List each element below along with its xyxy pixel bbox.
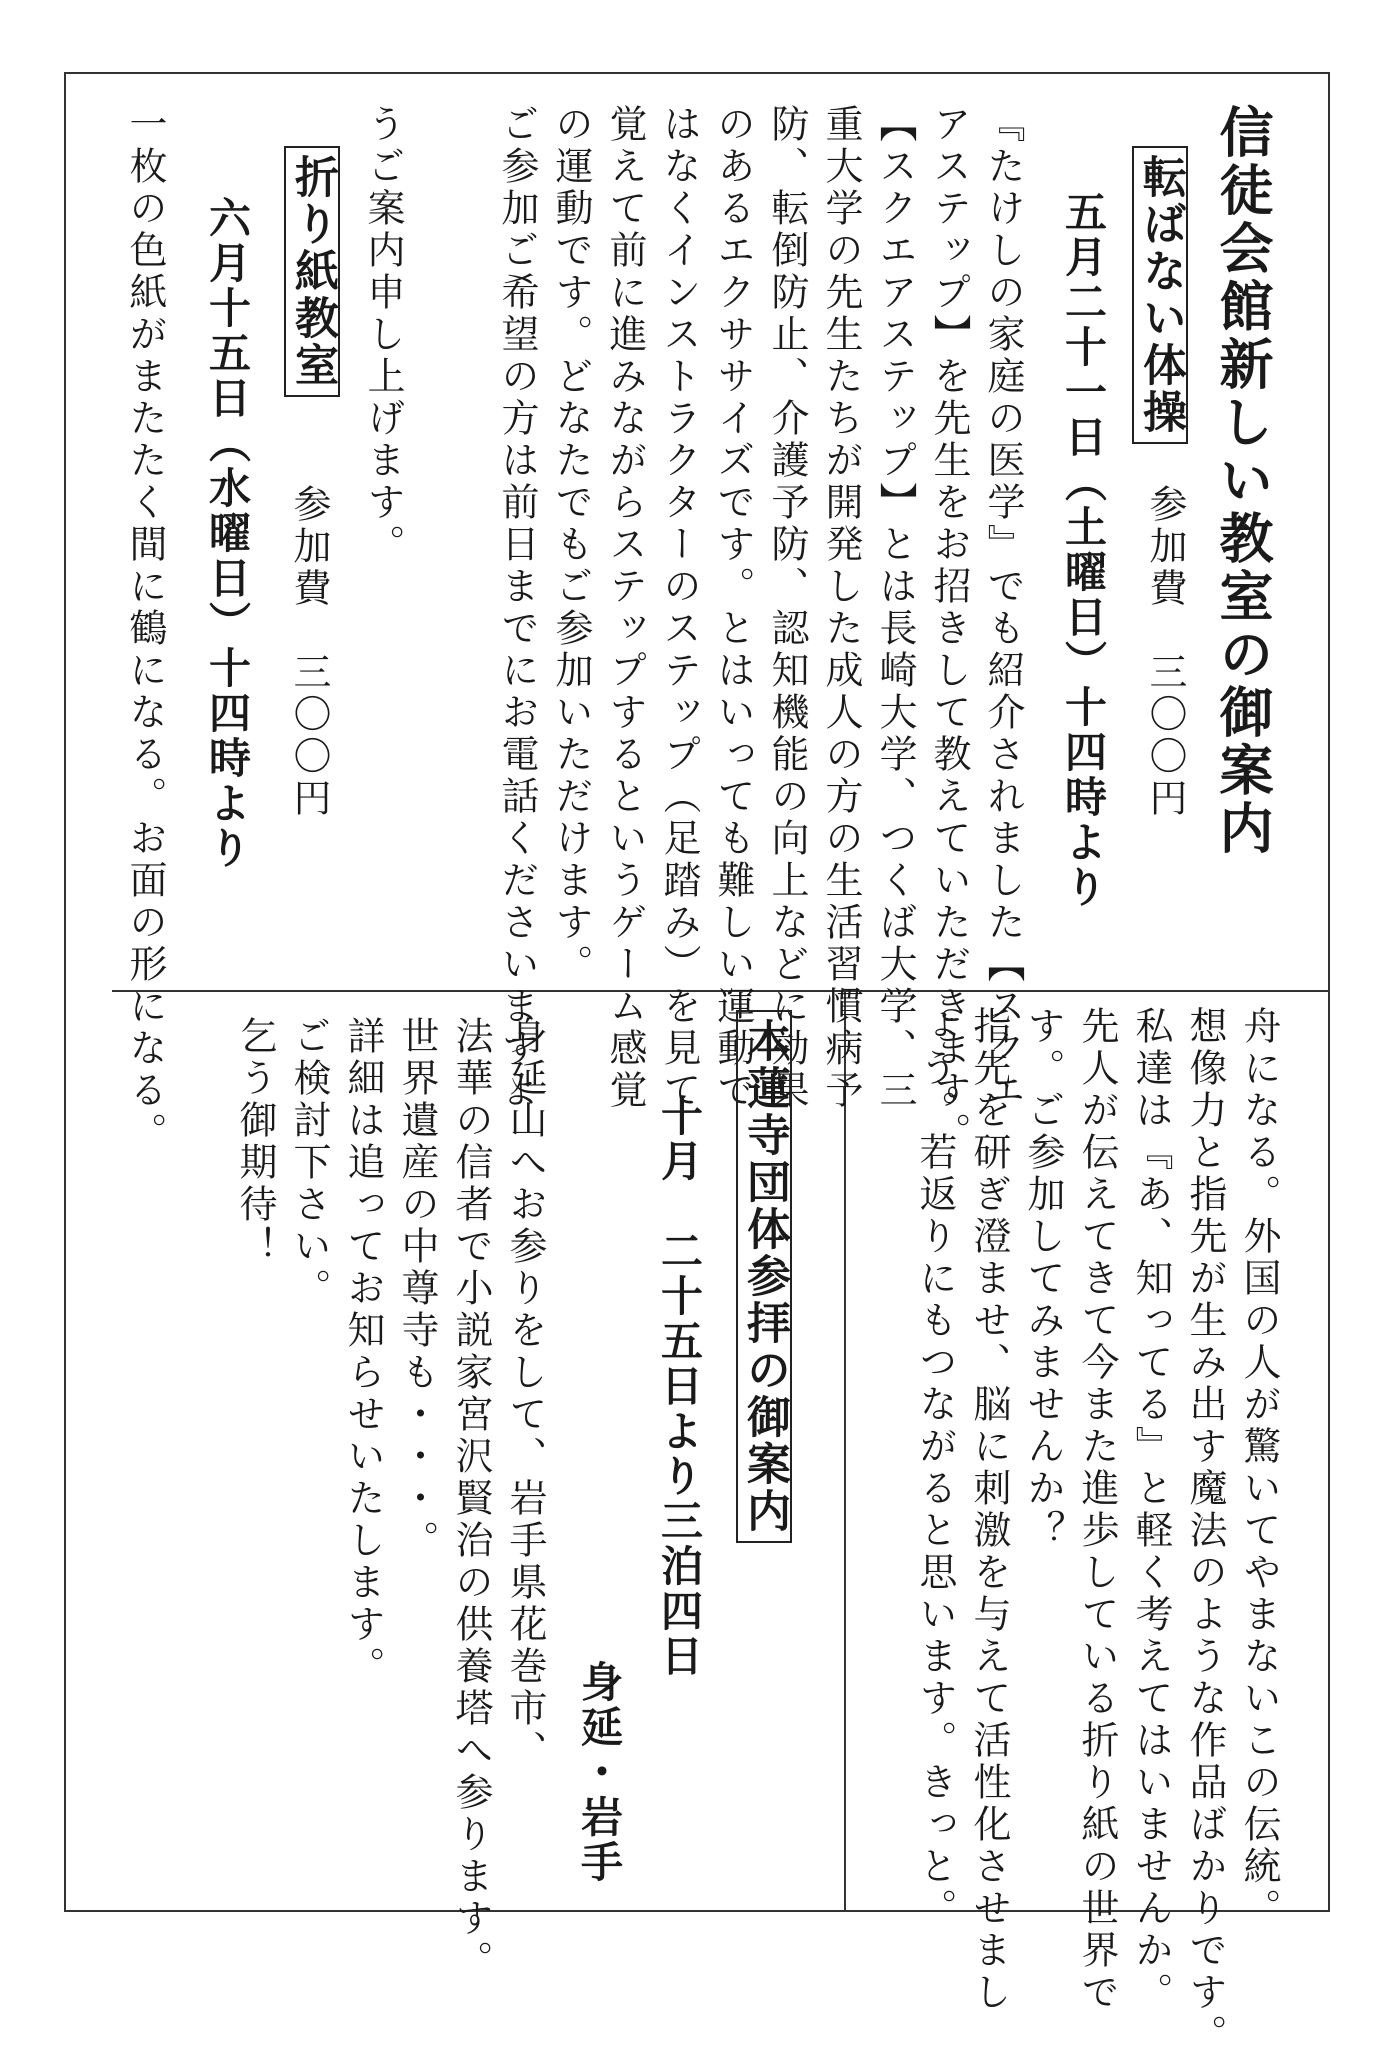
- exercise-fee: 参加費 三〇〇円: [1143, 484, 1187, 820]
- origami-date: 六月十五日（水曜日）十四時より: [203, 196, 252, 871]
- exercise-line-1: 『たけしの家庭の医学』でも紹介されました【スクエ: [981, 104, 1025, 1112]
- exercise-line-4: 重大学の先生たちが開発した成人の方の生活習慣病予: [819, 104, 863, 1112]
- exercise-line-2: アステップ】を先生をお招きして教えていただきます。: [927, 104, 971, 1154]
- exercise-line-9: の運動です。どなたでもご参加いただけます。: [549, 104, 593, 986]
- vertical-divider: [844, 990, 846, 1912]
- pilgrimage-date: 十月 二十五日より三泊四日: [655, 1094, 704, 1679]
- exercise-line-11: うご案内申し上げます。: [361, 104, 405, 566]
- exercise-line-8: 覚えて前に進みながらステップするというゲーム感覚: [603, 104, 647, 1112]
- pilgrimage-line-1: 身延山へお参りをして、岩手県花巻市、: [503, 1016, 547, 1772]
- pilgrimage-line-5: ご検討下さい。: [287, 1016, 331, 1310]
- exercise-heading: 転ばない体操: [1132, 146, 1188, 444]
- pilgrimage-line-6: 乞う御期待！: [233, 1016, 277, 1268]
- origami-cont-line-1: 舟になる。外国の人が驚いてやまないこの伝統。: [1237, 1006, 1281, 1930]
- exercise-line-5: 防、転倒防止、介護予防、認知機能の向上などに効果: [765, 104, 809, 1112]
- origami-cont-line-4: 先人が伝えてきて今また進歩している折り紙の世界で: [1075, 1006, 1119, 2014]
- origami-line-1: 一枚の色紙がまたたく間に鶴になる。お面の形になる。: [123, 104, 167, 1154]
- pilgrimage-destination: 身延・岩手: [575, 1660, 624, 1885]
- origami-heading: 折り紙教室: [284, 146, 340, 397]
- pilgrimage-line-2: 法華の信者で小説家宮沢賢治の供養塔へ参ります。: [449, 1016, 493, 1982]
- pilgrimage-line-4: 詳細は追ってお知らせいたします。: [341, 1016, 385, 1688]
- origami-cont-line-2: 想像力と指先が生み出す魔法のような作品ばかりです。: [1183, 1006, 1227, 2056]
- origami-cont-line-3: 私達は『あ、知ってる』と軽く考えてはいませんか。: [1129, 1006, 1173, 2014]
- origami-cont-line-6: 指先を研ぎ澄ませ、脳に刺激を与えて活性化させまし: [967, 1006, 1011, 2014]
- origami-cont-line-5: す。ご参加してみませんか？: [1021, 1006, 1065, 1552]
- origami-cont-line-7: ょう。若返りにもつながると思います。きっと。: [913, 1006, 957, 1930]
- exercise-line-10: ご参加ご希望の方は前日までにお電話くださいますよ: [495, 104, 539, 1112]
- main-title: 信徒会館新しい教室の御案内: [1211, 104, 1275, 858]
- exercise-date: 五月二十一日（土曜日）十四時より: [1059, 190, 1108, 910]
- exercise-line-3: 【スクエアステップ】とは長崎大学、つくば大学、三: [873, 104, 917, 1112]
- origami-fee: 参加費 三〇〇円: [287, 484, 331, 820]
- exercise-line-7: はなくインストラクターのステップ（足踏み）を見て: [657, 104, 701, 1112]
- exercise-line-6: のあるエクササイズです。とはいっても難しい運動で: [711, 104, 755, 1112]
- pilgrimage-heading: 本蓮寺団体参拝の御案内: [736, 1010, 792, 1543]
- pilgrimage-line-3: 世界遺産の中尊寺も・・・。: [395, 1016, 439, 1562]
